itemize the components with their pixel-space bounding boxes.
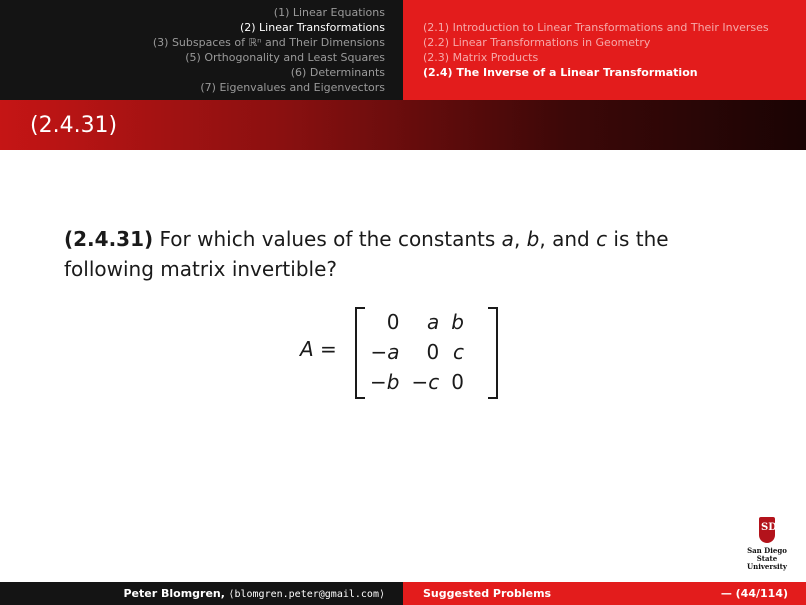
section-link-5[interactable]: (5) Orthogonality and Least Squares xyxy=(185,51,385,64)
section-list xyxy=(153,5,385,95)
matrix-cell xyxy=(364,367,405,397)
problem-sep-1: , xyxy=(513,227,527,251)
matrix-cell xyxy=(445,337,470,367)
matrix-row xyxy=(364,307,470,337)
subsection-link-2-2[interactable]: (2.2) Linear Transformations in Geometry xyxy=(423,36,651,49)
section-link-3[interactable]: (3) Subspaces of ℝⁿ and Their Dimensions xyxy=(152,36,385,49)
problem-text-2: is the following matrix invertible? xyxy=(64,227,669,281)
page-number: — (44/114) xyxy=(720,587,788,600)
matrix-cell-var: −a xyxy=(370,340,400,364)
footer-author-panel xyxy=(0,582,403,605)
matrix-cell-var: c xyxy=(452,340,464,364)
matrix-cell-var: b xyxy=(451,310,464,334)
subsection-nav xyxy=(403,0,806,100)
logo-line-2: University xyxy=(747,562,787,571)
matrix-A xyxy=(364,307,470,397)
author-email: ⟨blomgren.peter@gmail.com⟩ xyxy=(228,589,385,600)
subsection-list xyxy=(423,20,769,80)
footer-bar xyxy=(0,582,806,605)
matrix-row xyxy=(364,337,470,367)
frame-title: (2.4.31) xyxy=(30,113,118,138)
matrix-cell xyxy=(364,337,405,367)
equals-sign: = xyxy=(313,337,337,361)
logo-wordmark xyxy=(736,547,798,571)
section-link-7[interactable]: (7) Eigenvalues and Eigenvectors xyxy=(200,81,385,94)
matrix-row xyxy=(364,367,470,397)
matrix-cell: 0 xyxy=(426,340,440,364)
var-b: b xyxy=(526,227,540,251)
section-link-6[interactable]: (6) Determinants xyxy=(290,66,385,79)
matrix-cell xyxy=(405,307,445,337)
matrix-cell xyxy=(445,307,470,337)
matrix-cell xyxy=(405,367,445,397)
footer-topic-panel xyxy=(403,582,806,605)
problem-number: (2.4.31) xyxy=(64,227,154,251)
header-bar xyxy=(0,0,806,100)
subsection-link-2-3[interactable]: (2.3) Matrix Products xyxy=(423,51,539,64)
matrix-cell-var: −c xyxy=(411,370,440,394)
matrix-cell: 0 xyxy=(451,370,464,394)
equation-lhs xyxy=(300,337,337,361)
matrix-cell-var: −b xyxy=(370,370,400,394)
footer-author xyxy=(124,587,386,600)
right-bracket xyxy=(488,307,498,399)
footer-topic[interactable]: Suggested Problems xyxy=(423,587,552,600)
matrix-cell: 0 xyxy=(386,310,400,334)
problem-statement xyxy=(64,224,764,284)
section-nav xyxy=(0,0,403,100)
sdsu-shield-icon xyxy=(759,517,775,543)
logo-line-1: San Diego State xyxy=(747,546,787,563)
problem-sep-2: , and xyxy=(539,227,597,251)
var-c: c xyxy=(596,227,608,251)
matrix-name: A xyxy=(300,337,314,361)
author-name: Peter Blomgren, xyxy=(123,587,225,600)
problem-text-1: For which values of the constants xyxy=(153,227,502,251)
var-a: a xyxy=(501,227,514,251)
section-link-2[interactable]: (2) Linear Transformations xyxy=(239,21,385,34)
subsection-link-2-4[interactable]: (2.4) The Inverse of a Linear Transformation xyxy=(423,66,698,79)
section-link-1[interactable]: (1) Linear Equations xyxy=(273,6,385,19)
university-logo xyxy=(736,517,798,571)
frame-title-bar xyxy=(0,100,806,150)
logo-emblem: SD xyxy=(761,522,777,533)
subsection-link-2-1[interactable]: (2.1) Introduction to Linear Transformations and Their Inverses xyxy=(423,21,769,34)
matrix-cell-var: a xyxy=(426,310,440,334)
